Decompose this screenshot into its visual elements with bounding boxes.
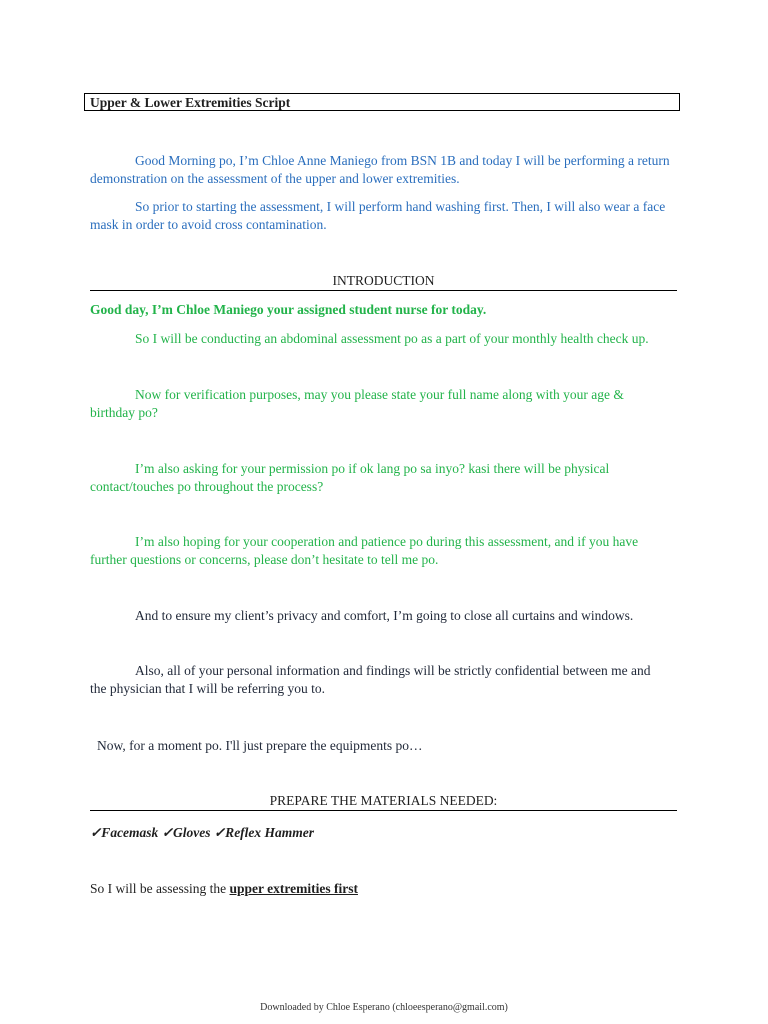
prepare-equipment-line: Now, for a moment po. I'll just prepare the equipments po… bbox=[97, 738, 423, 753]
materials-heading: PREPARE THE MATERIALS NEEDED: bbox=[269, 793, 498, 808]
introduction-line-3: I’m also asking for your permission po if ok lang po sa inyo? kasi there will be physical contact/touches po throughout the process? bbox=[90, 461, 610, 494]
checklist-item-gloves: ✓Gloves bbox=[161, 825, 211, 840]
opening-paragraph-1: Good Morning po, I’m Chloe Anne Maniego from BSN 1B and today I will be performing a return demonstration on the assessment of the upper and lower extremities. bbox=[90, 153, 670, 186]
introduction-heading: INTRODUCTION bbox=[332, 273, 435, 288]
materials-divider bbox=[90, 810, 677, 811]
introduction-line-1: So I will be conducting an abdominal assessment po as a part of your monthly health check up. bbox=[135, 331, 649, 346]
assessing-prefix: So I will be assessing the bbox=[90, 881, 230, 896]
download-footer: Downloaded by Chloe Esperano (chloeesperano@gmail.com) bbox=[260, 1002, 508, 1013]
materials-checklist bbox=[90, 824, 314, 842]
introduction-greeting: Good day, I’m Chloe Maniego your assigned student nurse for today. bbox=[90, 302, 487, 317]
introduction-line-4: I’m also hoping for your cooperation and patience po during this assessment, and if you have further questions or concerns, please don’t hesitate to tell me po. bbox=[90, 534, 639, 567]
assessing-statement bbox=[90, 880, 358, 898]
checklist-item-reflex-hammer: ✓Reflex Hammer bbox=[213, 825, 315, 840]
checklist-item-facemask: ✓Facemask bbox=[90, 825, 159, 840]
document-title: Upper & Lower Extremities Script bbox=[84, 93, 680, 111]
introduction-line-2: Now for verification purposes, may you please state your full name along with your age & birthday po? bbox=[90, 387, 624, 420]
opening-paragraph-2: So prior to starting the assessment, I will perform hand washing first. Then, I will also wear a face mask in order to avoid cross contamination. bbox=[90, 199, 666, 232]
assessing-emphasis: upper extremities first bbox=[229, 881, 358, 896]
introduction-divider bbox=[90, 290, 677, 291]
introduction-line-5: And to ensure my client’s privacy and comfort, I’m going to close all curtains and windows. bbox=[135, 608, 634, 623]
introduction-line-6: Also, all of your personal information and findings will be strictly confidential between me and the physician that I will be referring you to. bbox=[90, 663, 651, 696]
